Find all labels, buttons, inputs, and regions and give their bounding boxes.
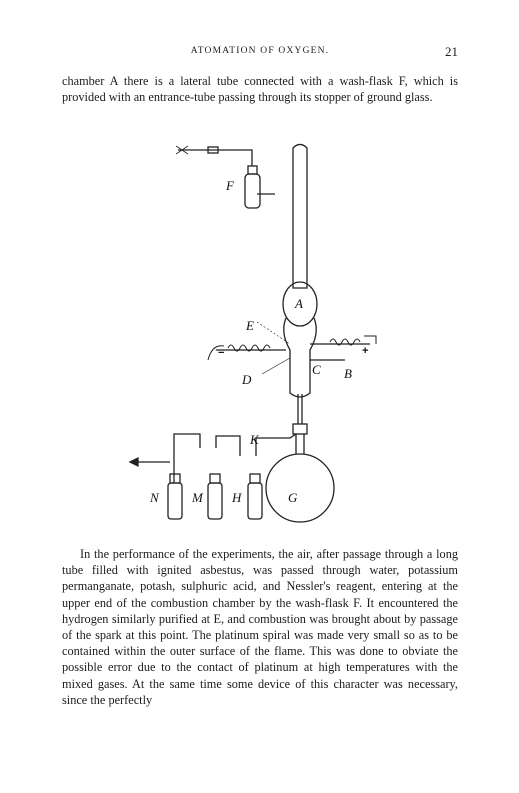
bottle-h	[248, 483, 262, 519]
page-number: 21	[445, 44, 458, 59]
stopcock-k	[293, 424, 307, 434]
paragraph-top: chamber A there is a lateral tube connected with a wash-flask F, which is provided with an entrance-tube passing through its stopper of ground glass.	[62, 74, 458, 105]
label-f: F	[226, 178, 234, 193]
label-b: B	[344, 366, 352, 381]
label-e: E	[246, 318, 254, 333]
bottle-n-stopper	[170, 474, 180, 483]
bottle-n	[168, 483, 182, 519]
wash-flask-f	[245, 174, 260, 208]
bottle-m	[208, 483, 222, 519]
pointer-d	[262, 358, 290, 374]
flask-g-neck	[296, 434, 304, 454]
flask-g	[266, 454, 334, 522]
right-lead-wire	[364, 336, 376, 344]
label-n: N	[150, 490, 159, 505]
tube-h-k	[256, 434, 296, 456]
minus-sign: −	[218, 347, 225, 359]
label-c: C	[312, 362, 321, 377]
pointer-e	[257, 322, 290, 344]
combustion-tube-upper	[293, 145, 307, 289]
label-m: M	[192, 490, 203, 505]
page-header	[62, 46, 458, 60]
outlet-arrow	[130, 458, 138, 466]
tube-m-h	[216, 436, 240, 456]
label-k: K	[250, 432, 259, 447]
wash-flask-f-stopper	[248, 166, 257, 174]
combustion-chamber-lower	[284, 318, 317, 397]
label-d: D	[242, 372, 252, 387]
apparatus-figure	[100, 138, 440, 538]
label-h: H	[232, 490, 242, 505]
running-title: ATOMATION OF OXYGEN.	[190, 46, 330, 56]
apparatus-illustration	[100, 138, 440, 538]
lower-stem	[298, 394, 302, 424]
label-a: A	[295, 296, 303, 311]
bottle-m-stopper	[210, 474, 220, 483]
bottle-h-stopper	[250, 474, 260, 483]
label-g: G	[288, 490, 298, 505]
plus-sign: +	[362, 345, 369, 357]
tube-n-m	[174, 434, 200, 483]
paragraph-main: In the performance of the experiments, the air, after passage through a long tube filled with ignited asbestus, was passed through water, potassium permanganate, potash, sulphuric acid, and Nessler's reagent, entering at the upper end of the combustion chamber by the wash-flask F. It encountered the hydrogen similarly purified at E, and combustion was brought about by passage of the spark at this point. The platinum spiral was made very small so as to be contained within the outer surface of the flame. This was done to obviate the possible error due to the contact of platinum at high temperatures with the mixed gases. At the same time some device of this character was necessary, since the perfectly	[62, 547, 458, 707]
